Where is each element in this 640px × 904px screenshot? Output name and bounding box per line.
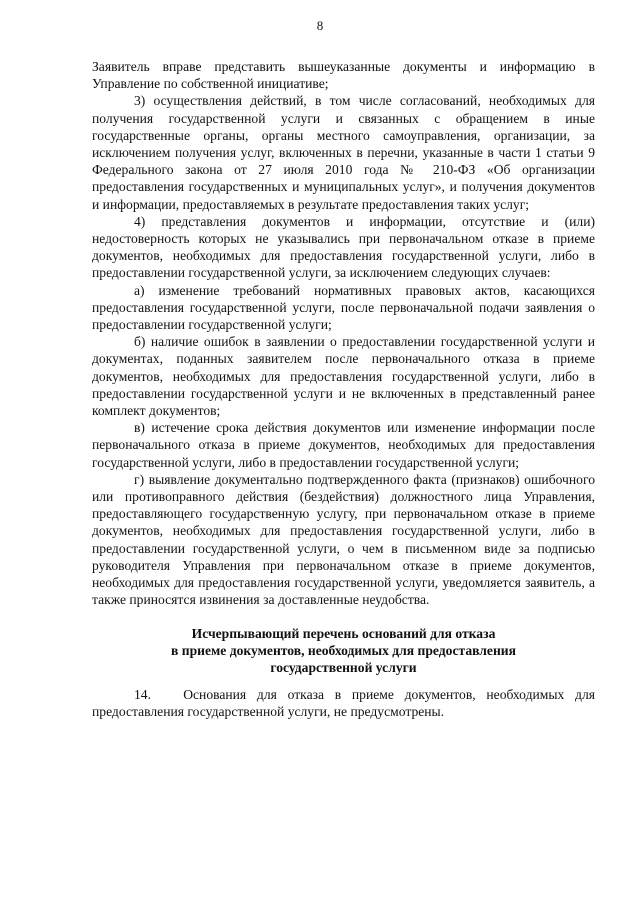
section-heading-line-2: в приеме документов, необходимых для предоставления	[171, 642, 516, 658]
paragraph-applicant-right: Заявитель вправе представить вышеуказанные документы и информацию в Управление по собственной инициативе;	[92, 59, 595, 92]
paragraph-subitem-b: б) наличие ошибок в заявлении о предоставлении государственной услуги и документах, поданных заявителем после первоначального отказа в приеме документов, необходимых для предоставления государственной услуги, либо в предоставлении государственной услуги и не включенных в представленный ранее комплект документов;	[92, 334, 595, 419]
paragraph-item-14: 14. Основания для отказа в приеме документов, необходимых для предоставления государственной услуги, не предусмотрены.	[92, 687, 599, 720]
paragraph-subitem-a: а) изменение требований нормативных правовых актов, касающихся предоставления государственной услуги, после первоначальной подачи заявления о предоставлении государственной услуги;	[92, 282, 595, 333]
page-number: 8	[316, 18, 324, 33]
paragraph-subitem-g: г) выявление документально подтвержденного факта (признаков) ошибочного или противоправного действия (бездействия) должностного лица Управления, предоставляющего государственную услугу, при первоначальном отказе в приеме документов, необходимых для предоставления государственной услуги, либо в предоставлении государственной услуги, о чем в письменном виде за подписью руководителя Управления при первоначальном отказе в приеме документов, необходимых для предоставления государственной услуги, уведомляется заявитель, а также приносятся извинения за доставленные неудобства.	[92, 471, 595, 608]
paragraph-item-3: 3) осуществления действий, в том числе согласований, необходимых для получения государственной услуги и связанных с обращением в иные государственные органы, органы местного самоуправления, организации, за исключением получения услуг, включенных в перечни, указанные в части 1 статьи 9 Федерального закона от 27 июля 2010 года № 210-ФЗ «Об организации предоставления государственных и муниципальных услуг», и получения документов и информации, предоставляемых в результате предоставления таких услуг;	[92, 93, 595, 212]
section-heading-line-1: Исчерпывающий перечень оснований для отказа	[191, 625, 496, 641]
section-heading-line-3: государственной услуги	[270, 659, 417, 675]
paragraph-item-4: 4) представления документов и информации, отсутствие и (или) недостоверность которых не указывались при первоначальном отказе в приеме документов, необходимых для предоставления государственной услуги, либо в предоставлении государственной услуги, за исключением следующих случаев:	[92, 213, 595, 281]
section-heading	[92, 625, 595, 677]
paragraph-subitem-v: в) истечение срока действия документов или изменение информации после первоначального отказа в приеме документов, необходимых для предоставления государственной услуги, либо в предоставлении государственной услуги;	[92, 420, 595, 470]
document-body	[92, 58, 599, 721]
